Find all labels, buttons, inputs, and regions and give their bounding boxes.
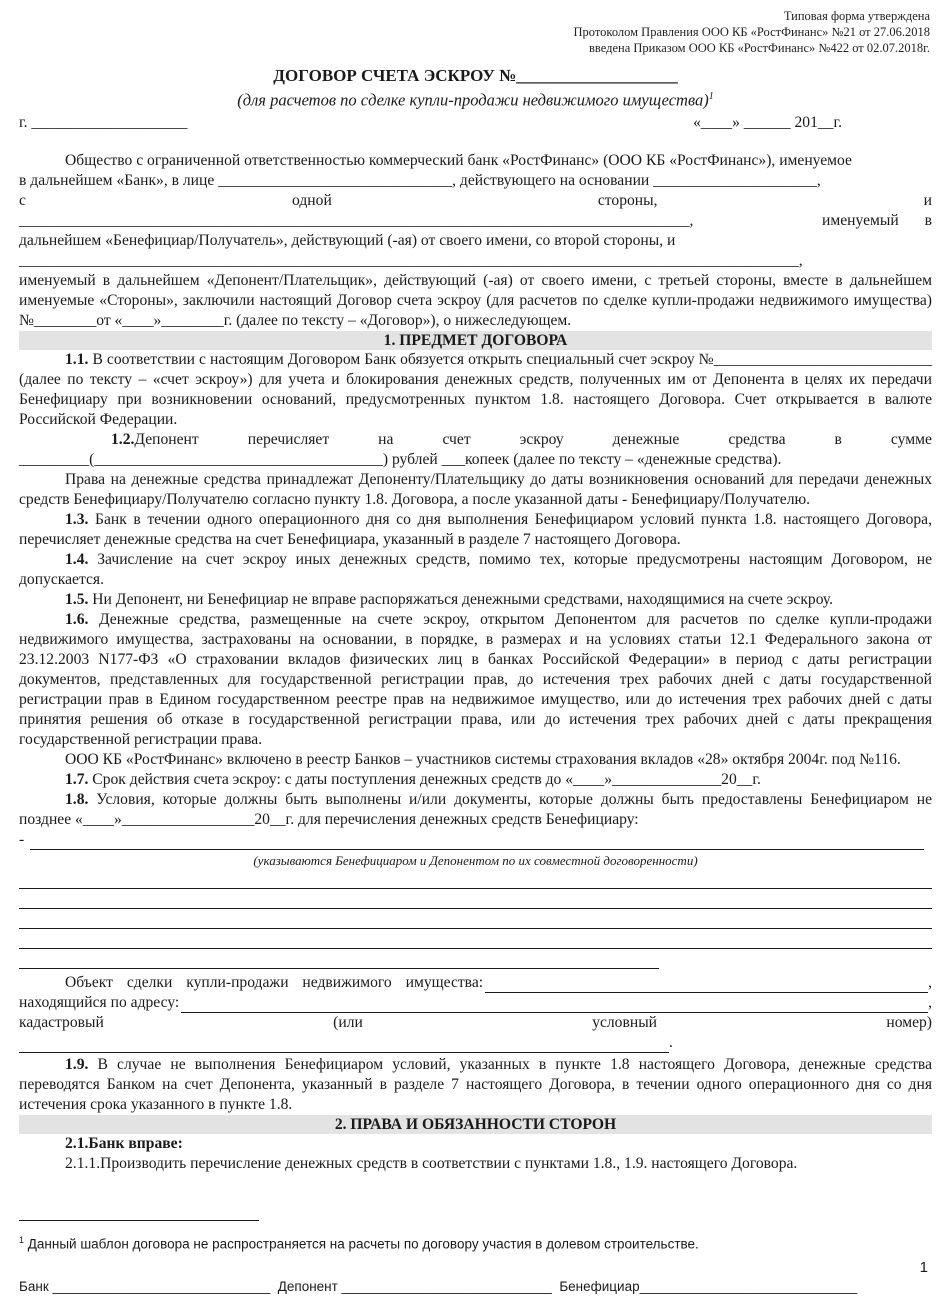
approval-line-1: Типовая форма утверждена — [783, 9, 930, 23]
section-1-heading: 1. ПРЕДМЕТ ДОГОВОРА — [19, 331, 932, 350]
preamble-spread-line — [19, 191, 932, 211]
clause-1-5 — [19, 590, 932, 610]
clause-1-2-word-5: эскроу — [519, 430, 564, 448]
clause-1-3-num: 1.3. — [65, 510, 89, 528]
clause-1-1 — [19, 350, 932, 430]
dash-mark: - — [19, 830, 25, 848]
clause-1-6-num: 1.6. — [65, 610, 89, 628]
clause-1-2-word-1: Депонент — [134, 430, 199, 448]
contract-title: ДОГОВОР СЧЕТА ЭСКРОУ №___________________ — [273, 66, 678, 85]
approval-line-2: Протоколом Правления ООО КБ «РостФинанс» №21 от 27.06.2018 — [573, 25, 930, 39]
clause-1-4 — [19, 550, 932, 590]
clause-1-2-word-4: счет — [442, 430, 471, 448]
clause-1-7-text: Срок действия счета эскроу: с даты поступления денежных средств до «____»______________20__г. — [92, 770, 761, 788]
address-label: находящийся по адресу: — [19, 993, 180, 1011]
clause-1-2-word-6: денежные — [612, 430, 680, 448]
footnote — [19, 1231, 932, 1254]
clause-2-1-heading: 2.1.Банк вправе: — [65, 1134, 183, 1152]
clause-1-8 — [19, 790, 932, 830]
object-line: Объект сделки купли-продажи недвижимого имущества: , — [65, 973, 932, 991]
cadastral-line — [19, 1013, 932, 1033]
beneficiary-line — [19, 211, 932, 231]
clause-1-5-num: 1.5. — [65, 590, 89, 608]
signature-beneficiary: Бенефициар_____________________________ — [559, 1279, 858, 1294]
approval-line-3: введена Приказом ООО КБ «РостФинанс» №422 от 02.07.2018г. — [589, 41, 930, 55]
conditions-blank-6 — [19, 949, 659, 969]
preamble-line-2: в дальнейшем «Банк», в лице ______________________________, действующего на основании _____________________, — [19, 171, 821, 189]
contract-subtitle — [19, 87, 932, 111]
conditions-blank-2 — [19, 869, 932, 889]
address-line: находящийся по адресу: , — [19, 993, 932, 1011]
clause-1-2-num: 1.2. — [111, 430, 135, 448]
clause-1-2-line-1 — [19, 430, 932, 450]
object-label: Объект сделки купли-продажи недвижимого имущества: — [65, 973, 484, 991]
conditions-blank-4 — [19, 909, 932, 929]
clause-1-6-paragraph-2: ООО КБ «РостФинанс» включено в реестр Банков – участников системы страхования вкладов «28» октября 2004г. под №116. — [65, 750, 901, 768]
date-field: «____» ______ 201__г. — [693, 113, 842, 131]
clause-1-6 — [19, 610, 932, 750]
section-2-heading: 2. ПРАВА И ОБЯЗАННОСТИ СТОРОН — [19, 1115, 932, 1134]
approval-stamp — [19, 8, 930, 56]
clause-1-3-text: Банк в течении одного операционного дня со дня выполнения Бенефициаром условий пункта 1.8. настоящего Договора, перечисляет денежные средства на счет Бенефициара, указанный в разделе 7 настоящего Договора. — [19, 510, 932, 548]
clause-1-8-text: Условия, которые должны быть выполнены и/или документы, которые должны быть предоставлены Бенефициаром не позднее «____»_________________20__г. для перечисления денежных средств Бенефициару: — [19, 790, 932, 828]
cadastral-word-4: номер) — [886, 1013, 932, 1031]
spread-word-2: одной — [292, 191, 332, 209]
object-blank — [485, 976, 928, 993]
clause-1-8-dash-line — [19, 830, 932, 850]
signature-line — [19, 1277, 857, 1297]
preamble — [19, 151, 932, 331]
conditions-caption: (указываются Бенефициаром и Депонентом по их совместной договоренности) — [253, 852, 698, 868]
page-number: 1 — [919, 1259, 928, 1276]
clause-1-9-num: 1.9. — [65, 1055, 89, 1073]
preamble-line-1: Общество с ограниченной ответственностью коммерческий банк «РостФинанс» (ООО КБ «РостФинанс»), именуемое — [65, 151, 852, 169]
footnote-mark: 1 — [19, 1234, 25, 1245]
clause-1-2-word-9: сумме — [890, 430, 932, 448]
beneficiary-blank: ______________________________________________________________________________________, — [19, 211, 694, 229]
spread-word-4: и — [923, 191, 932, 209]
clause-1-2-word-3: на — [378, 430, 394, 448]
city-date-line — [19, 113, 932, 133]
depositor-blank: ____________________________________________________________________________________________________, — [19, 251, 803, 269]
signature-depositor: Депонент ____________________________ — [277, 1279, 552, 1294]
cadastral-word-2: (или — [333, 1013, 363, 1031]
clause-1-2-line-2: _________(_____________________________________) рублей ___копеек (далее по тексту – «денежные средства). — [19, 450, 782, 468]
cadastral-blank — [19, 1036, 669, 1053]
signature-bank: Банк _____________________________ — [19, 1279, 271, 1294]
clause-1-2-w1 — [65, 430, 199, 450]
spread-word-3: стороны, — [597, 191, 658, 209]
cadastral-word-1: кадастровый — [19, 1013, 104, 1031]
clause-1-4-text: Зачисление на счет эскроу иных денежных средств, помимо тех, которые предусмотрены настоящим Договором, не допускается. — [19, 550, 932, 588]
conditions-blank-1 — [30, 830, 924, 850]
clause-1-7 — [19, 770, 932, 790]
preamble-rest: именуемый в дальнейшем «Депонент/Плательщик», действующий (-ая) от своего имени, с третьей стороны, вместе в дальнейшем именуемые «Стороны», заключили настоящий Договор счета эскроу (для расчетов по сделке купли-продажи недвижимого имущества) №________от «____»________г. (далее по тексту – «Договор»), о нижеследующем. — [19, 271, 932, 329]
clause-1-2-word-7: средства — [728, 430, 786, 448]
clause-1-3 — [19, 510, 932, 550]
city-field: г. ____________________ — [19, 113, 188, 131]
conditions-blank-3 — [19, 889, 932, 909]
cadastral-word-3: условный — [592, 1013, 658, 1031]
clause-1-2-word-2: перечисляет — [247, 430, 330, 448]
clause-1-9 — [19, 1055, 932, 1115]
preamble-line-5: дальнейшем «Бенефициар/Получатель», действующий (-ая) от своего имени, со второй стороны, и — [19, 231, 676, 249]
conditions-blank-5 — [19, 929, 932, 949]
clause-1-9-text: В случае не выполнения Бенефициаром условий, указанных в пункте 1.8 настоящего Договора, денежные средства переводятся Банком на счет Депонента, указанный в разделе 7 настоящего Договора, в течении одного операционного дня со дня истечения срока указанного в пункте 1.8. — [19, 1055, 932, 1113]
footnote-ref: 1 — [708, 91, 714, 102]
clause-1-7-num: 1.7. — [65, 770, 89, 788]
clause-1-4-num: 1.4. — [65, 550, 89, 568]
spread-word-1: с — [19, 191, 26, 209]
clause-1-8-num: 1.8. — [65, 790, 89, 808]
cadastral-blank-line: . — [19, 1033, 932, 1053]
address-blank — [181, 996, 928, 1013]
subtitle-text: (для расчетов по сделке купли-продажи недвижимого имущества) — [237, 90, 709, 110]
clause-1-1-num: 1.1. — [65, 350, 89, 368]
clause-1-2-word-8: в — [834, 430, 842, 448]
footnote-rule — [19, 1220, 259, 1221]
clause-1-1-text: В соответствии с настоящим Договором Банк обязуется открыть специальный счет эскроу №____________________________ (далее по тексту – «счет эскроу») для учета и блокирования денежных средств, полученных им от Депонента в целях их передачи Бенефициару при возникновении оснований, предусмотренных пунктом 1.8. настоящего Договора. Счет открывается в валюте Российской Федерации. — [19, 350, 933, 428]
footnote-text: Данный шаблон договора не распространяется на расчеты по договору участия в долевом строительстве. — [27, 1236, 699, 1251]
clause-1-2-paragraph-2: Права на денежные средства принадлежат Депоненту/Плательщику до даты возникновения оснований для передачи денежных средств Бенефициару/Получателю согласно пункту 1.8. Договора, а после указанной даты - Бенефициару/Получателю. — [19, 470, 932, 508]
clause-2-1-1: 2.1.1.Производить перечисление денежных средств в соответствии с пунктами 1.8., 1.9. настоящего Договора. — [65, 1154, 798, 1172]
beneficiary-words: именуемый в — [822, 211, 932, 229]
clause-1-6-text: Денежные средства, размещенные на счете эскроу, открытом Депонентом для расчетов по сделке купли-продажи недвижимого имущества, застрахованы на основании, в порядке, в размерах и на условиях статьи 12.1 Федерального закона от 23.12.2003 N177-ФЗ «О страховании вкладов физических лиц в банках Российской Федерации» в период с даты регистрации документов, представленных для государственной регистрации прав, до истечения трех рабочих дней с даты государственной регистрации прав в Едином государственном реестре прав на недвижимое имущество, или до истечения трех рабочих дней с даты принятия решения об отказе в государственной регистрации права, или до истечения трех рабочих дней с даты прекращения государственной регистрации права. — [19, 610, 932, 748]
clause-1-5-text: Ни Депонент, ни Бенефициар не вправе распоряжаться денежными средствами, находящимися на счете эскроу. — [92, 590, 834, 608]
